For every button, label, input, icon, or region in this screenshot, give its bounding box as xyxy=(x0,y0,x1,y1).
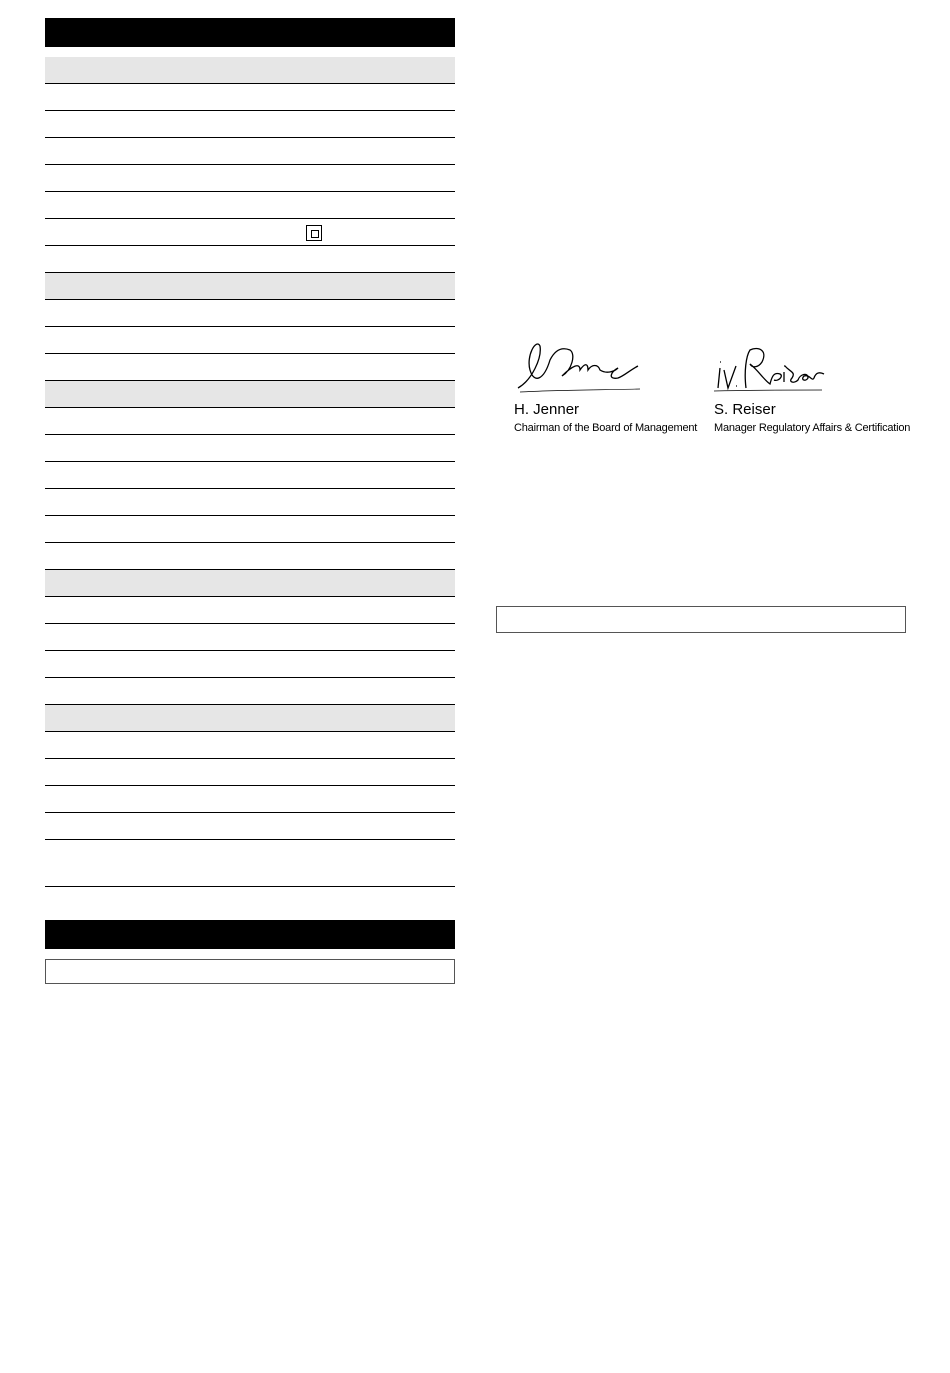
table-row xyxy=(45,435,455,462)
group-header-row xyxy=(45,57,455,84)
table-row xyxy=(45,165,455,192)
table-row xyxy=(45,678,455,705)
table-row xyxy=(45,624,455,651)
table-row xyxy=(45,543,455,570)
signature-jenner xyxy=(514,336,649,394)
table-row xyxy=(45,813,455,840)
technical-data-table xyxy=(45,18,455,984)
signatory-title: Manager Regulatory Affairs & Certification xyxy=(714,422,911,434)
table-row xyxy=(45,84,455,111)
group-header-row xyxy=(45,381,455,408)
table-row xyxy=(45,597,455,624)
signatory-name: H. Jenner xyxy=(514,401,580,418)
table-row xyxy=(45,651,455,678)
signatory-name: S. Reiser xyxy=(714,401,776,418)
table-row xyxy=(45,489,455,516)
table-row xyxy=(45,516,455,543)
empty-text-box xyxy=(45,959,455,984)
group-header-row xyxy=(45,273,455,300)
table-row xyxy=(45,408,455,435)
table-row xyxy=(45,786,455,813)
section-header-bar xyxy=(45,18,455,47)
table-row xyxy=(45,732,455,759)
section-header-bar xyxy=(45,920,455,949)
group-header-row xyxy=(45,705,455,732)
empty-text-box xyxy=(496,606,906,633)
table-row xyxy=(45,138,455,165)
signature-reiser xyxy=(714,336,829,394)
group-header-row xyxy=(45,570,455,597)
table-row xyxy=(45,300,455,327)
signature-block-jenner xyxy=(514,336,697,435)
table-row xyxy=(45,327,455,354)
table-row xyxy=(45,219,455,246)
table-row xyxy=(45,759,455,786)
table-row xyxy=(45,246,455,273)
signature-block-reiser xyxy=(714,336,910,435)
table-row xyxy=(45,462,455,489)
table-row xyxy=(45,111,455,138)
table-row xyxy=(45,192,455,219)
table-row xyxy=(45,840,455,887)
protection-class-ii-icon xyxy=(306,225,322,241)
table-row xyxy=(45,354,455,381)
signatory-title: Chairman of the Board of Management xyxy=(514,422,698,434)
